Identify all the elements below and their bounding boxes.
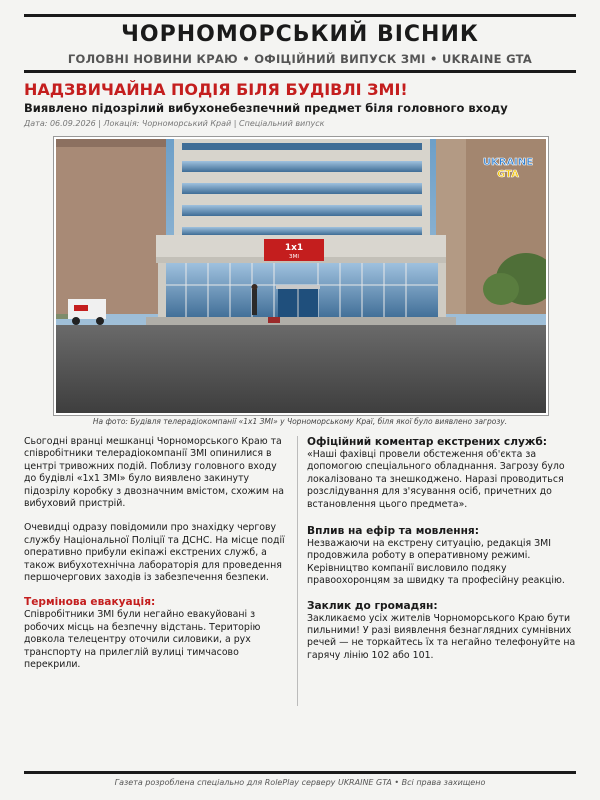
masthead-subtitle: ГОЛОВНІ НОВИНИ КРАЮ • ОФІЦІЙНИЙ ВИПУСК ЗМІ • UKRAINE GTA <box>67 52 533 66</box>
paragraph-appeal: Закликаємо усіх жителів Чорноморського Краю бути пильними! У разі виявлення безнаглядних сумнівних речей — не торкайтесь їх та негайно телефонуйте на гарячу лінію 102 або 101. <box>307 612 576 661</box>
article-meta: Дата: 06.09.2026 | Локація: Чорноморський Край | Спеціальний випуск <box>24 119 325 128</box>
heading-appeal: Заклик до громадян: <box>307 599 438 612</box>
left-column <box>24 436 290 684</box>
paragraph-witnesses: Очевидці одразу повідомили про знахідку чергову службу Національної Поліції та ДСНС. На місце події оперативно прибули екіпажі екстрених служб, а також вибухотехнічна лабораторія для проведення першочергових заходів із забезпечення безпеки. <box>24 522 285 584</box>
masthead-bottom-rule <box>24 70 576 73</box>
article-photo <box>53 136 549 416</box>
sign-logo: 1x1 <box>284 243 304 253</box>
masthead-title: ЧОРНОМОРСЬКИЙ ВІСНИК <box>121 22 479 47</box>
right-column <box>307 436 577 674</box>
suspicious-box <box>268 317 280 323</box>
heading-broadcast: Вплив на ефір та мовлення: <box>307 525 479 538</box>
watermark-top: UKRAINE <box>482 157 534 168</box>
column-divider <box>297 436 298 706</box>
heading-evacuation: Термінова евакуація: <box>24 596 156 609</box>
top-rule <box>24 14 576 17</box>
watermark-bottom: GTA <box>497 169 519 180</box>
paragraph-evacuation: Співробітники ЗМІ були негайно евакуйовані з робочих місць на безпечну відстань. Територію довкола телецентру оточили силовики, а рух транспорту на прилеглій вулиці тимчасово перекрили. <box>24 609 261 671</box>
paragraph-broadcast: Незважаючи на екстрену ситуацію, редакція ЗМІ продовжила роботу в оперативному режимі. Керівництво компанії висловило подяку правоохоронцям за швидку та професійну реакцію. <box>307 538 565 587</box>
headline: НАДЗВИЧАЙНА ПОДІЯ БІЛЯ БУДІВЛІ ЗМІ! <box>24 80 408 99</box>
official-quote: «Наші фахівці провели обстеження об'єкта за допомогою спеціального обладнання. Загрозу було локалізовано та знешкоджено. Наразі проводиться розслідування для з'ясування осіб, причетних до встановлення цього предмета». <box>307 449 565 510</box>
footer-text: Газета розроблена спеціально для RolePlay серверу UKRAINE GTA • Всі права захищено <box>114 778 486 787</box>
photo-caption: На фото: Будівля телерадіокомпанії «1х1 ЗМІ» у Чорноморському Краї, біля якої було виявлено загрозу. <box>92 417 508 426</box>
subheadline: Виявлено підозрілий вибухонебезпечний предмет біля головного входу <box>24 101 508 115</box>
building-photo <box>56 139 546 413</box>
sign-text: ЗМІ <box>289 254 299 260</box>
footer-rule <box>24 771 576 774</box>
heading-official-comment: Офіційний коментар екстрених служб: <box>307 436 548 448</box>
paragraph-intro: Сьогодні вранці мешканці Чорноморського Краю та співробітники телерадіокомпанії ЗМІ опинилися в центрі тривожних подій. Поблизу головного входу до будівлі «1х1 ЗМІ» було виявлено закинуту підозрілу коробку з двозначним вмістом, схожим на вибуховий пристрій. <box>24 436 284 510</box>
